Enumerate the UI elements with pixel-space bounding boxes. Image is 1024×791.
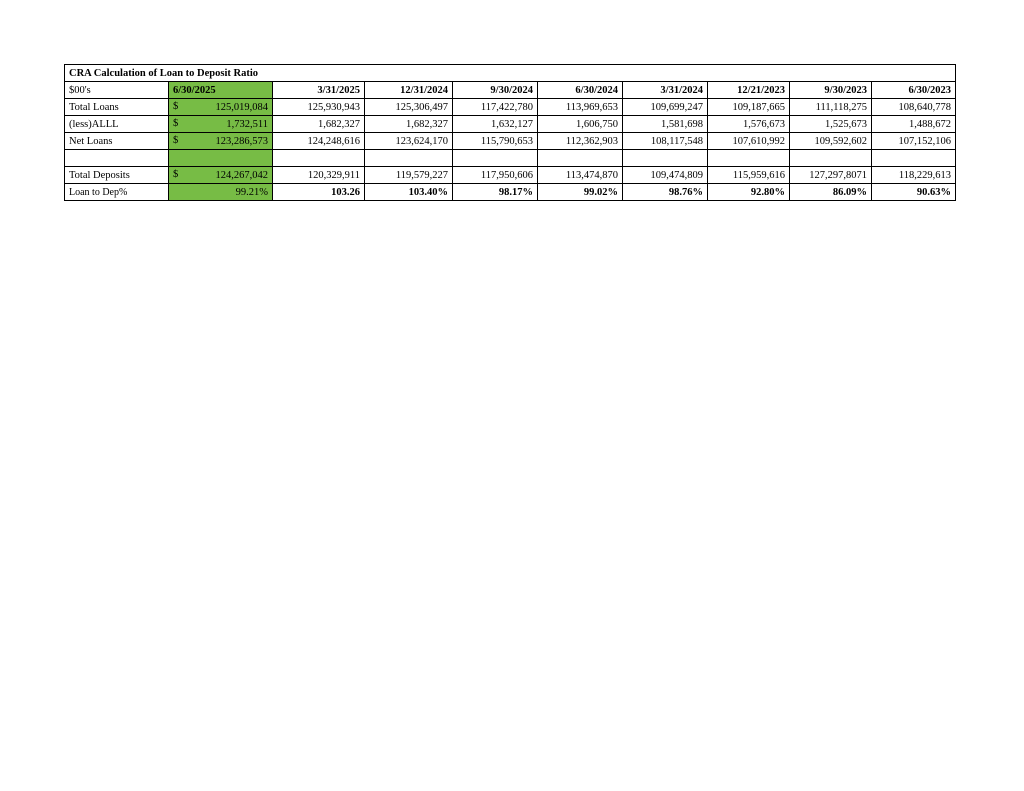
cell-loan-to-dep-1: 99.21% [169,184,273,201]
cell-loan-to-dep-5: 99.02% [538,184,623,201]
cell-loan-to-dep-4: 98.17% [453,184,538,201]
table-row [65,184,956,201]
cell-total-loans-4: 117,422,780 [453,99,538,116]
cell-net-loans-8: 109,592,602 [790,133,872,150]
column-header-period-7: 12/21/2023 [708,82,790,99]
column-header-period-9: 6/30/2023 [872,82,956,99]
cell-total-loans-3: 125,306,497 [365,99,453,116]
column-header-period-6: 3/31/2024 [623,82,708,99]
cell-net-loans-3: 123,624,170 [365,133,453,150]
cell-loan-to-dep-2: 103.26 [273,184,365,201]
cell-value: 125,019,084 [215,101,268,113]
cell-value: 123,286,573 [215,135,268,147]
cell-total-deposits-4: 117,950,606 [453,167,538,184]
cell-total-deposits-9: 118,229,613 [872,167,956,184]
cell-loan-to-dep-3: 103.40% [365,184,453,201]
cell-alll-7: 1,576,673 [708,116,790,133]
cell-alll-2: 1,682,327 [273,116,365,133]
cell-alll-6: 1,581,698 [623,116,708,133]
column-header-period-5: 6/30/2024 [538,82,623,99]
cell-alll-9: 1,488,672 [872,116,956,133]
spreadsheet-sheet [64,64,955,201]
row-label-net-loans: Net Loans [65,133,169,150]
column-header-period-1: 6/30/2025 [169,82,273,99]
spacer-cell [169,150,273,167]
table-row [65,133,956,150]
column-header-period-4: 9/30/2024 [453,82,538,99]
column-header-period-2: 3/31/2025 [273,82,365,99]
cell-total-deposits-7: 115,959,616 [708,167,790,184]
table-spacer-row [65,150,956,167]
spacer-cell [790,150,872,167]
cell-alll-3: 1,682,327 [365,116,453,133]
cell-alll-8: 1,525,673 [790,116,872,133]
spacer-cell [623,150,708,167]
table-row [65,99,956,116]
cell-total-loans-5: 113,969,653 [538,99,623,116]
cell-value: 124,267,042 [215,169,268,181]
spacer-cell [708,150,790,167]
cell-loan-to-dep-9: 90.63% [872,184,956,201]
cell-net-loans-7: 107,610,992 [708,133,790,150]
currency-symbol: $ [173,101,179,112]
spacer-cell [538,150,623,167]
cell-total-loans-9: 108,640,778 [872,99,956,116]
cell-net-loans-4: 115,790,653 [453,133,538,150]
row-label-loan-to-dep: Loan to Dep% [65,184,169,201]
spacer-cell [365,150,453,167]
spacer-cell [65,150,169,167]
units-label: $00's [65,82,169,99]
row-label-total-deposits: Total Deposits [65,167,169,184]
column-header-period-8: 9/30/2023 [790,82,872,99]
loan-to-deposit-table [64,64,956,201]
cell-total-deposits-8: 127,297,8071 [790,167,872,184]
currency-symbol: $ [173,135,179,146]
cell-total-deposits-6: 109,474,809 [623,167,708,184]
cell-alll-1 [169,116,273,133]
row-label-less-alll: (less)ALLL [65,116,169,133]
cell-net-loans-1 [169,133,273,150]
cell-total-deposits-1 [169,167,273,184]
cell-loan-to-dep-6: 98.76% [623,184,708,201]
column-header-period-3: 12/31/2024 [365,82,453,99]
cell-net-loans-9: 107,152,106 [872,133,956,150]
table-header-row [65,82,956,99]
cell-value: 1,732,511 [226,118,268,130]
cell-net-loans-2: 124,248,616 [273,133,365,150]
cell-loan-to-dep-7: 92.80% [708,184,790,201]
cell-total-loans-8: 111,118,275 [790,99,872,116]
table-row [65,116,956,133]
cell-total-loans-6: 109,699,247 [623,99,708,116]
page-title: CRA Calculation of Loan to Deposit Ratio [65,65,956,82]
cell-net-loans-5: 112,362,903 [538,133,623,150]
cell-total-deposits-3: 119,579,227 [365,167,453,184]
spacer-cell [872,150,956,167]
spacer-cell [453,150,538,167]
row-label-total-loans: Total Loans [65,99,169,116]
cell-alll-4: 1,632,127 [453,116,538,133]
cell-total-loans-2: 125,930,943 [273,99,365,116]
currency-symbol: $ [173,118,179,129]
cell-total-deposits-5: 113,474,870 [538,167,623,184]
currency-symbol: $ [173,169,179,180]
cell-total-loans-1 [169,99,273,116]
table-row [65,167,956,184]
cell-total-deposits-2: 120,329,911 [273,167,365,184]
spacer-cell [273,150,365,167]
cell-total-loans-7: 109,187,665 [708,99,790,116]
table-title-row [65,65,956,82]
cell-net-loans-6: 108,117,548 [623,133,708,150]
cell-alll-5: 1,606,750 [538,116,623,133]
cell-loan-to-dep-8: 86.09% [790,184,872,201]
